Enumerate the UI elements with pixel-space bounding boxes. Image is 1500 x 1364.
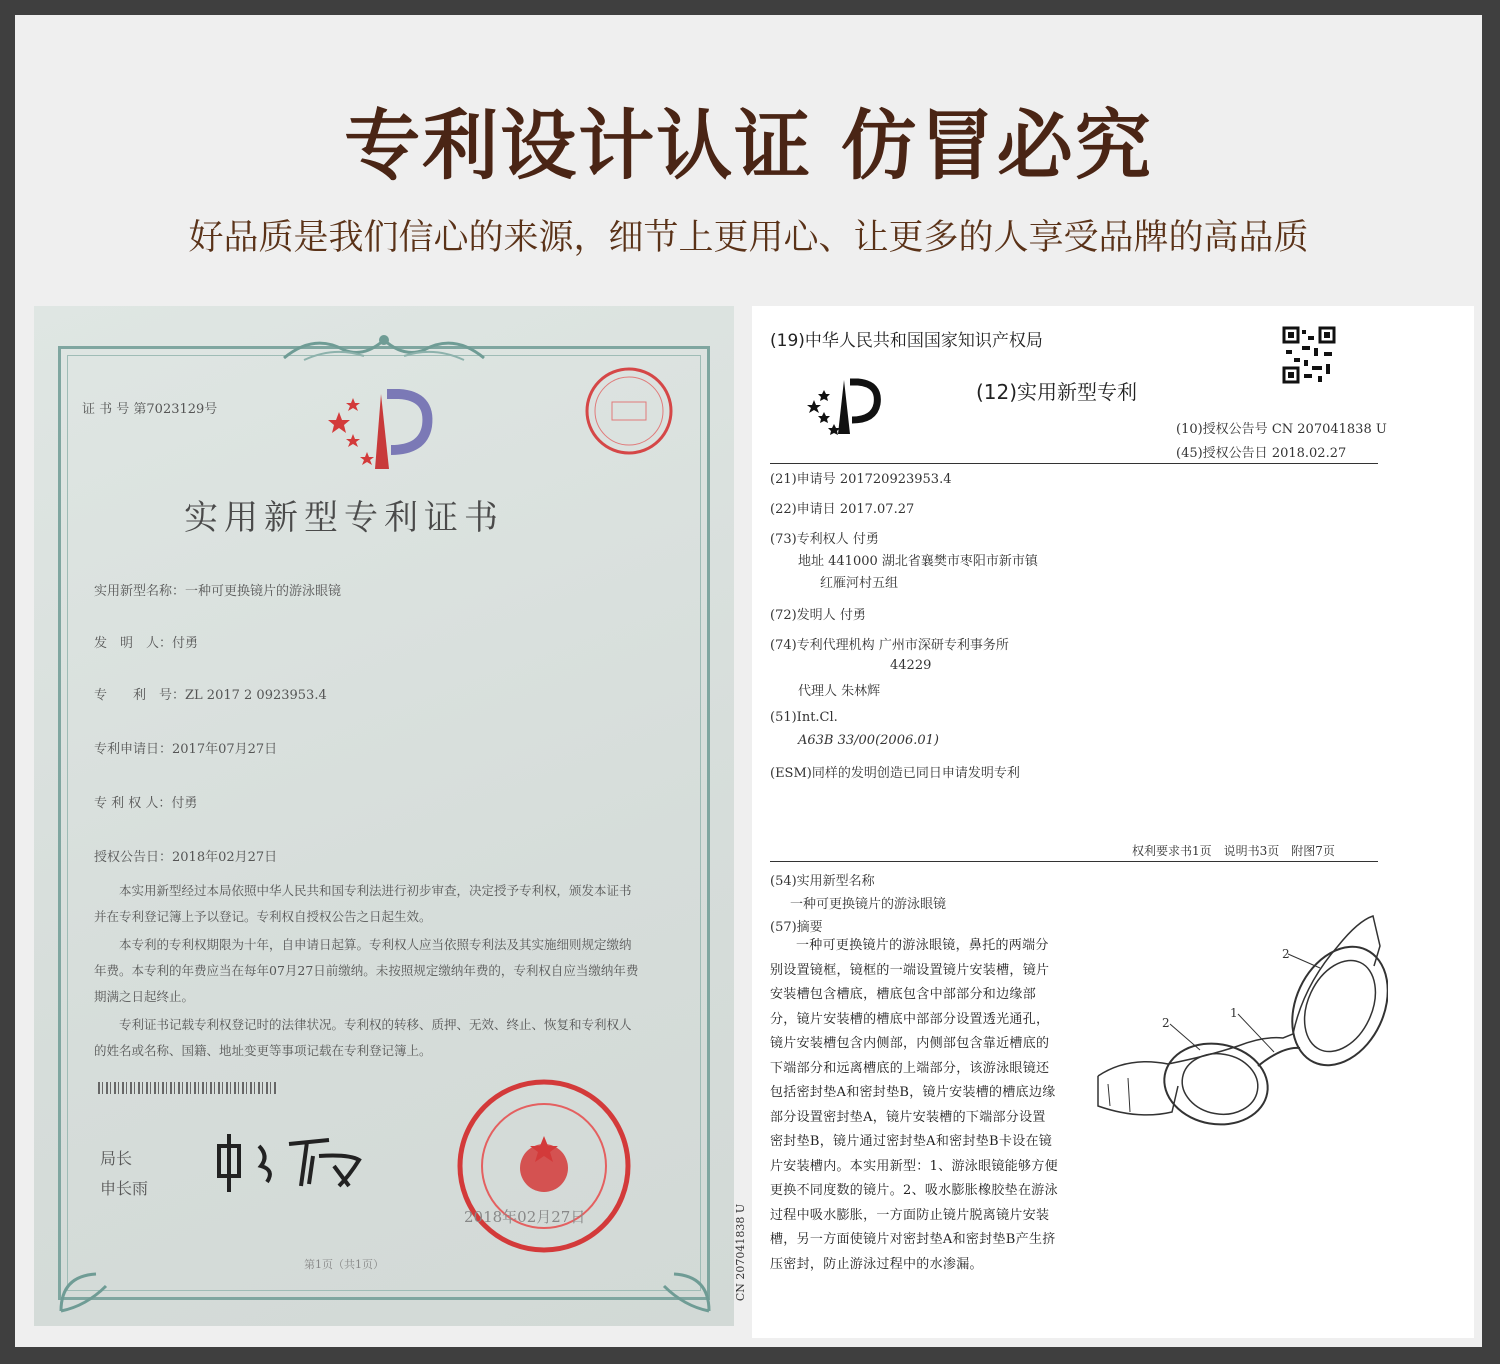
headline: 专利设计认证 仿冒必究: [344, 101, 1153, 190]
subheadline: 好品质是我们信心的来源，细节上更用心、让更多的人享受品牌的高品质: [188, 218, 1309, 258]
utility-model-title: 一种可更换镜片的游泳眼镜: [790, 897, 947, 912]
int-cl-label: (51)Int.Cl.: [770, 710, 838, 725]
director-label: 局长: [100, 1149, 133, 1168]
figure-label: 2: [1162, 1016, 1170, 1030]
utility-model-title-label: (54)实用新型名称: [770, 874, 875, 889]
certificate-field: 专 利 号：ZL 2017 2 0923953.4: [94, 688, 327, 703]
certificate-field: 发 明 人：付勇: [94, 636, 199, 651]
abstract-text: 一种可更换镜片的游泳眼镜，鼻托的两端分别设置镜框，镜框的一端设置镜片安装槽，镜片安装槽包含槽底，槽底包含中部部分和边缘部分，镜片安装槽的槽底中部部分设置透光通孔，镜片安装槽包含内侧部，内侧部包含靠近槽底的下端部分和远离槽底的上端部分，该游泳眼镜还包括密封垫A和密封垫B，镜片安装槽的槽底边缘部分设置密封垫A，镜片安装槽的下端部分设置密封垫B，镜片通过密封垫A和密封垫B卡设在镜片安装槽内。本实用新型：1、游泳眼镜能够方便更换不同度数的镜片。2、吸水膨胀橡胶垫在游泳过程中吸水膨胀，一方面防止镜片脱离镜片安装槽，另一方面使镜片对密封垫A和密封垫B产生挤压密封，防止游泳过程中的水渗漏。: [770, 938, 1058, 1272]
patent-agent: 代理人 朱林辉: [798, 684, 881, 699]
ornament-top-icon: [274, 328, 494, 368]
application-date: (22)申请日 2017.07.27: [770, 502, 915, 517]
certificate-field: 实用新型名称：一种可更换镜片的游泳眼镜: [94, 584, 342, 599]
address-line: 红雁河村五组: [820, 576, 899, 591]
issuing-office: (19)中华人民共和国国家知识产权局: [770, 331, 1043, 351]
national-seal-icon: [454, 1076, 634, 1256]
publication-date: (45)授权公告日 2018.02.27: [1176, 446, 1347, 461]
application-number: (21)申请号 201720923953.4: [770, 472, 952, 487]
divider: [770, 861, 1378, 862]
certificate-number: 证 书 号 第7023129号: [82, 402, 218, 417]
figure-label: 1: [1230, 1006, 1238, 1020]
ornament-corner-icon: [56, 1266, 116, 1316]
inventor: (72)发明人 付勇: [770, 608, 866, 623]
cnipa-logo-icon: [804, 374, 884, 436]
qr-code-icon: [1282, 326, 1336, 384]
page-counts: 权利要求书1页 说明书3页 附图7页: [1132, 844, 1335, 858]
side-publication-code: CN 207041838 U: [734, 1203, 748, 1302]
ornament-corner-icon: [654, 1266, 714, 1316]
figure-label: 2: [1282, 947, 1290, 961]
publication-number: (10)授权公告号 CN 207041838 U: [1176, 422, 1387, 437]
certificate-paragraph: 专利证书记载专利权登记时的法律状况。专利权的转移、质押、无效、终止、恢复和专利权人的姓名或名称、国籍、地址变更等事项记载在专利登记簿上。: [94, 1017, 632, 1058]
abstract-label: (57)摘要: [770, 920, 823, 935]
patent-kind: (12)实用新型专利: [976, 380, 1138, 404]
certificate-paragraph: 本实用新型经过本局依照中华人民共和国专利法进行初步审查，决定授予专利权，颁发本证书并在专利登记簿上予以登记。专利权自授权公告之日起生效。: [94, 883, 632, 924]
barcode: [98, 1082, 278, 1094]
certificate-page: 第1页（共1页）: [304, 1258, 384, 1271]
cnipa-logo-icon: [319, 384, 439, 474]
esm-note: (ESM)同样的发明创造已同日申请发明专利: [770, 766, 1020, 781]
int-cl-value: A63B 33/00(2006.01): [798, 733, 939, 748]
patent-document-page: [734, 306, 1474, 1338]
certificate-field: 专 利 权 人：付勇: [94, 796, 198, 811]
patent-agency: (74)专利代理机构 广州市深研专利事务所: [770, 638, 1009, 653]
goggles-drawing-icon: [1088, 906, 1388, 1146]
certificate-title: 实用新型专利证书: [184, 498, 504, 538]
address-line: 地址 441000 湖北省襄樊市枣阳市新市镇: [798, 554, 1038, 569]
seal-stamp-icon: [582, 364, 676, 458]
divider: [770, 463, 1378, 464]
signature-icon: [209, 1126, 379, 1196]
patent-agency-code: 44229: [890, 658, 932, 673]
patentee: (73)专利权人 付勇: [770, 532, 879, 547]
certificate-paragraph: 本专利的专利权期限为十年，自申请日起算。专利权人应当依照专利法及其实施细则规定缴纳年费。本专利的年费应当在每年07月27日前缴纳。未按照规定缴纳年费的，专利权自应当缴纳年费期满之日起终止。: [94, 937, 639, 1004]
certificate-field: 专利申请日：2017年07月27日: [94, 742, 278, 757]
director-name: 申长雨: [100, 1179, 149, 1198]
seal-date: 2018年02月27日: [464, 1208, 586, 1226]
patent-certificate-photo: [34, 306, 734, 1326]
certificate-field: 授权公告日：2018年02月27日: [94, 850, 278, 865]
